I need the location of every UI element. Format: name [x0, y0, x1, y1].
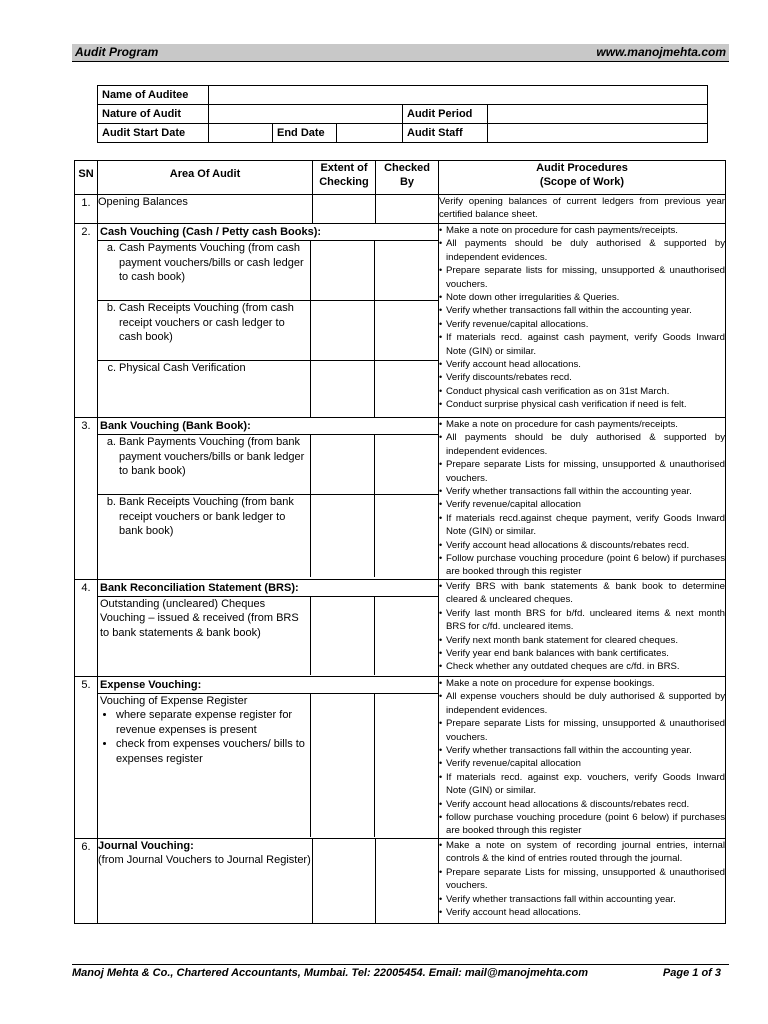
row-procedures	[439, 579, 726, 676]
sub-item: Vouching of Expense Register • where separate expense register for revenue expenses is present • check from expenses vouchers/ bills to expenses register	[98, 693, 438, 837]
table-row	[75, 579, 726, 676]
row-sn: 5.	[75, 676, 98, 838]
procedure-item: • Make a note on procedure for cash payments/receipts.	[439, 224, 725, 237]
procedure-item: • follow purchase vouching procedure (point 6 below) if purchases are booked through this register	[439, 811, 725, 838]
col-extent-header: Extent of Checking	[313, 161, 376, 195]
procedure-item: • If materials recd. against exp. vouchers, verify Goods Inward Note (GIN) or similar.	[439, 771, 725, 798]
row-sn: 1.	[75, 195, 98, 224]
row-sn: 3.	[75, 418, 98, 580]
procedure-item: • Verify next month bank statement for cleared cheques.	[439, 634, 725, 647]
procedure-item: • All payments should be duly authorised & supported by independent evidences.	[439, 431, 725, 458]
row-procedure: Verify opening balances of current ledgers from previous year certified balance sheet.	[439, 195, 726, 224]
col-procedures-header: Audit Procedures (Scope of Work)	[439, 161, 726, 195]
procedure-item: • Verify whether transactions fall within accounting year.	[439, 893, 725, 906]
checked-cell[interactable]	[374, 435, 438, 494]
procedure-item: • Verify whether transactions fall within the accounting year.	[439, 304, 725, 317]
procedure-item: • If materials recd.against cheque payment, verify Goods Inward Note (GIN) or similar.	[439, 512, 725, 539]
audit-start-date-field[interactable]	[209, 124, 273, 143]
sub-item: c. Physical Cash Verification	[98, 360, 438, 417]
list-item: • where separate expense register for revenue expenses is present	[116, 708, 310, 737]
nature-of-audit-field[interactable]	[209, 105, 403, 124]
procedure-item: • Verify BRS with bank statements & bank book to determine cleared & uncleared cheques.	[439, 580, 725, 607]
audit-period-label: Audit Period	[403, 105, 488, 124]
procedure-item: • Verify account head allocations & discounts/rebates recd.	[439, 539, 725, 552]
table-row	[75, 676, 726, 838]
col-sn-header: SN	[75, 161, 98, 195]
section-title: Bank Vouching (Bank Book):	[100, 420, 251, 432]
procedure-item: • All expense vouchers should be duly authorised & supported by independent evidences.	[439, 690, 725, 717]
sub-item: b. Cash Receipts Vouching (from cash receipt vouchers or cash ledger to cash book)	[98, 300, 438, 360]
extent-cell[interactable]	[310, 435, 374, 494]
procedure-item: • Verify last month BRS for b/fd. uncleared items & next month BRS for c/fd. uncleared items.	[439, 607, 725, 634]
sub-item: a. Bank Payments Vouching (from bank payment vouchers/bills or bank ledger to bank book)	[98, 434, 438, 494]
procedure-item: • Check whether any outdated cheques are c/fd. in BRS.	[439, 660, 725, 673]
end-date-field[interactable]	[337, 124, 402, 142]
extent-cell[interactable]	[310, 301, 374, 360]
procedure-item: • Verify whether transactions fall within the accounting year.	[439, 744, 725, 757]
table-row	[75, 838, 726, 923]
page-footer	[72, 964, 729, 979]
list-item: • check from expenses vouchers/ bills to expenses register	[116, 737, 310, 766]
procedure-item: • Make a note on procedure for cash payments/receipts.	[439, 418, 725, 431]
procedure-item: • Verify account head allocations.	[439, 358, 725, 371]
row-area	[98, 418, 439, 580]
header-title: Audit Program	[75, 45, 159, 59]
audit-program-table	[74, 160, 726, 924]
procedure-item: • Follow purchase vouching procedure (point 6 below) if purchases are booked through this register	[439, 552, 725, 579]
procedure-item: • Verify discounts/rebates recd.	[439, 371, 725, 384]
extent-cell[interactable]	[310, 361, 374, 417]
section-title: Expense Vouching:	[100, 678, 202, 691]
audit-start-date-label: Audit Start Date	[98, 124, 209, 143]
procedure-item: • If materials recd. against cash payment, verify Goods Inward Note (GIN) or similar.	[439, 331, 725, 358]
page-header	[72, 44, 729, 62]
nature-of-audit-label: Nature of Audit	[98, 105, 209, 124]
col-area-header: Area Of Audit	[98, 161, 313, 195]
row-area	[98, 224, 439, 418]
extent-cell[interactable]	[310, 241, 374, 300]
procedure-item: • Prepare separate Lists for missing, unsupported & unauthorised vouchers.	[439, 866, 725, 893]
row-sn: 6.	[75, 838, 98, 923]
procedure-item: • Prepare separate lists for missing, unsupported & unauthorised vouchers.	[439, 264, 725, 291]
section-title: Cash Vouching (Cash / Petty cash Books):	[100, 226, 322, 238]
procedure-item: • Note down other irregularities & Queries.	[439, 291, 725, 304]
row-procedures	[439, 418, 726, 580]
extent-cell[interactable]	[310, 694, 374, 837]
name-of-auditee-label: Name of Auditee	[98, 86, 209, 105]
col-checked-header: Checked By	[376, 161, 439, 195]
page-number: Page 1 of 3	[662, 967, 721, 979]
procedure-item: • Verify revenue/capital allocations.	[439, 318, 725, 331]
sub-item: a. Cash Payments Vouching (from cash payment vouchers/bills or cash ledger to cash book)	[98, 240, 438, 300]
audit-period-field[interactable]	[488, 105, 708, 124]
table-row	[75, 224, 726, 418]
table-row	[75, 195, 726, 224]
row-area	[98, 676, 439, 838]
procedure-item: • Prepare separate Lists for missing, unsupported & unauthorised vouchers.	[439, 717, 725, 744]
checked-cell[interactable]	[376, 838, 439, 923]
row-procedures	[439, 224, 726, 418]
audit-staff-label: Audit Staff	[403, 124, 488, 143]
procedure-item: • Verify account head allocations.	[439, 906, 725, 919]
sub-item: b. Bank Receipts Vouching (from bank receipt vouchers or bank ledger to bank book)	[98, 494, 438, 577]
checked-cell[interactable]	[374, 361, 438, 417]
checked-cell[interactable]	[374, 495, 438, 577]
procedure-item: • Verify revenue/capital allocation	[439, 498, 725, 511]
name-of-auditee-field[interactable]	[209, 86, 708, 105]
procedure-item: • Conduct physical cash verification as on 31st March.	[439, 385, 725, 398]
procedure-item: • Verify account head allocations & discounts/rebates recd.	[439, 798, 725, 811]
checked-cell[interactable]	[374, 301, 438, 360]
row-area: Journal Vouching: (from Journal Vouchers to Journal Register)	[98, 838, 313, 923]
checked-cell[interactable]	[374, 694, 438, 837]
header-website: www.manojmehta.com	[596, 45, 726, 59]
procedure-item: • All payments should be duly authorised & supported by independent evidences.	[439, 237, 725, 264]
table-row	[75, 418, 726, 580]
sub-item: Outstanding (uncleared) Cheques Vouching – issued & received (from BRS to bank statements & bank book)	[98, 596, 438, 675]
end-date-label: End Date	[273, 124, 337, 142]
checked-cell[interactable]	[374, 597, 438, 675]
row-area	[98, 579, 439, 676]
procedure-item: • Verify year end bank balances with bank certificates.	[439, 647, 725, 660]
procedure-item: • Verify whether transactions fall within the accounting year.	[439, 485, 725, 498]
procedure-item: • Make a note on procedure for expense bookings.	[439, 677, 725, 690]
row-procedures	[439, 676, 726, 838]
auditee-info-table	[97, 85, 708, 143]
extent-cell[interactable]	[313, 838, 376, 923]
checked-cell[interactable]	[374, 241, 438, 300]
row-procedures	[439, 838, 726, 923]
extent-cell[interactable]	[310, 495, 374, 577]
procedure-item: • Prepare separate Lists for missing, unsupported & unauthorised vouchers.	[439, 458, 725, 485]
checked-cell[interactable]	[376, 195, 439, 224]
extent-cell[interactable]	[313, 195, 376, 224]
row-sn: 2.	[75, 224, 98, 418]
row-area: Opening Balances	[98, 195, 313, 224]
row-sn: 4.	[75, 579, 98, 676]
extent-cell[interactable]	[310, 597, 374, 675]
procedure-item: • Verify revenue/capital allocation	[439, 757, 725, 770]
procedure-item: • Conduct surprise physical cash verification if need is felt.	[439, 398, 725, 411]
section-title: Bank Reconciliation Statement (BRS):	[100, 581, 299, 594]
audit-staff-field[interactable]	[488, 124, 708, 143]
footer-firm-contact: Manoj Mehta & Co., Chartered Accountants, Mumbai. Tel: 22005454. Email: mail@manojmehta.com	[72, 967, 589, 979]
procedure-item: • Make a note on system of recording journal entries, internal controls & the kind of entries routed through the journal.	[439, 839, 725, 866]
